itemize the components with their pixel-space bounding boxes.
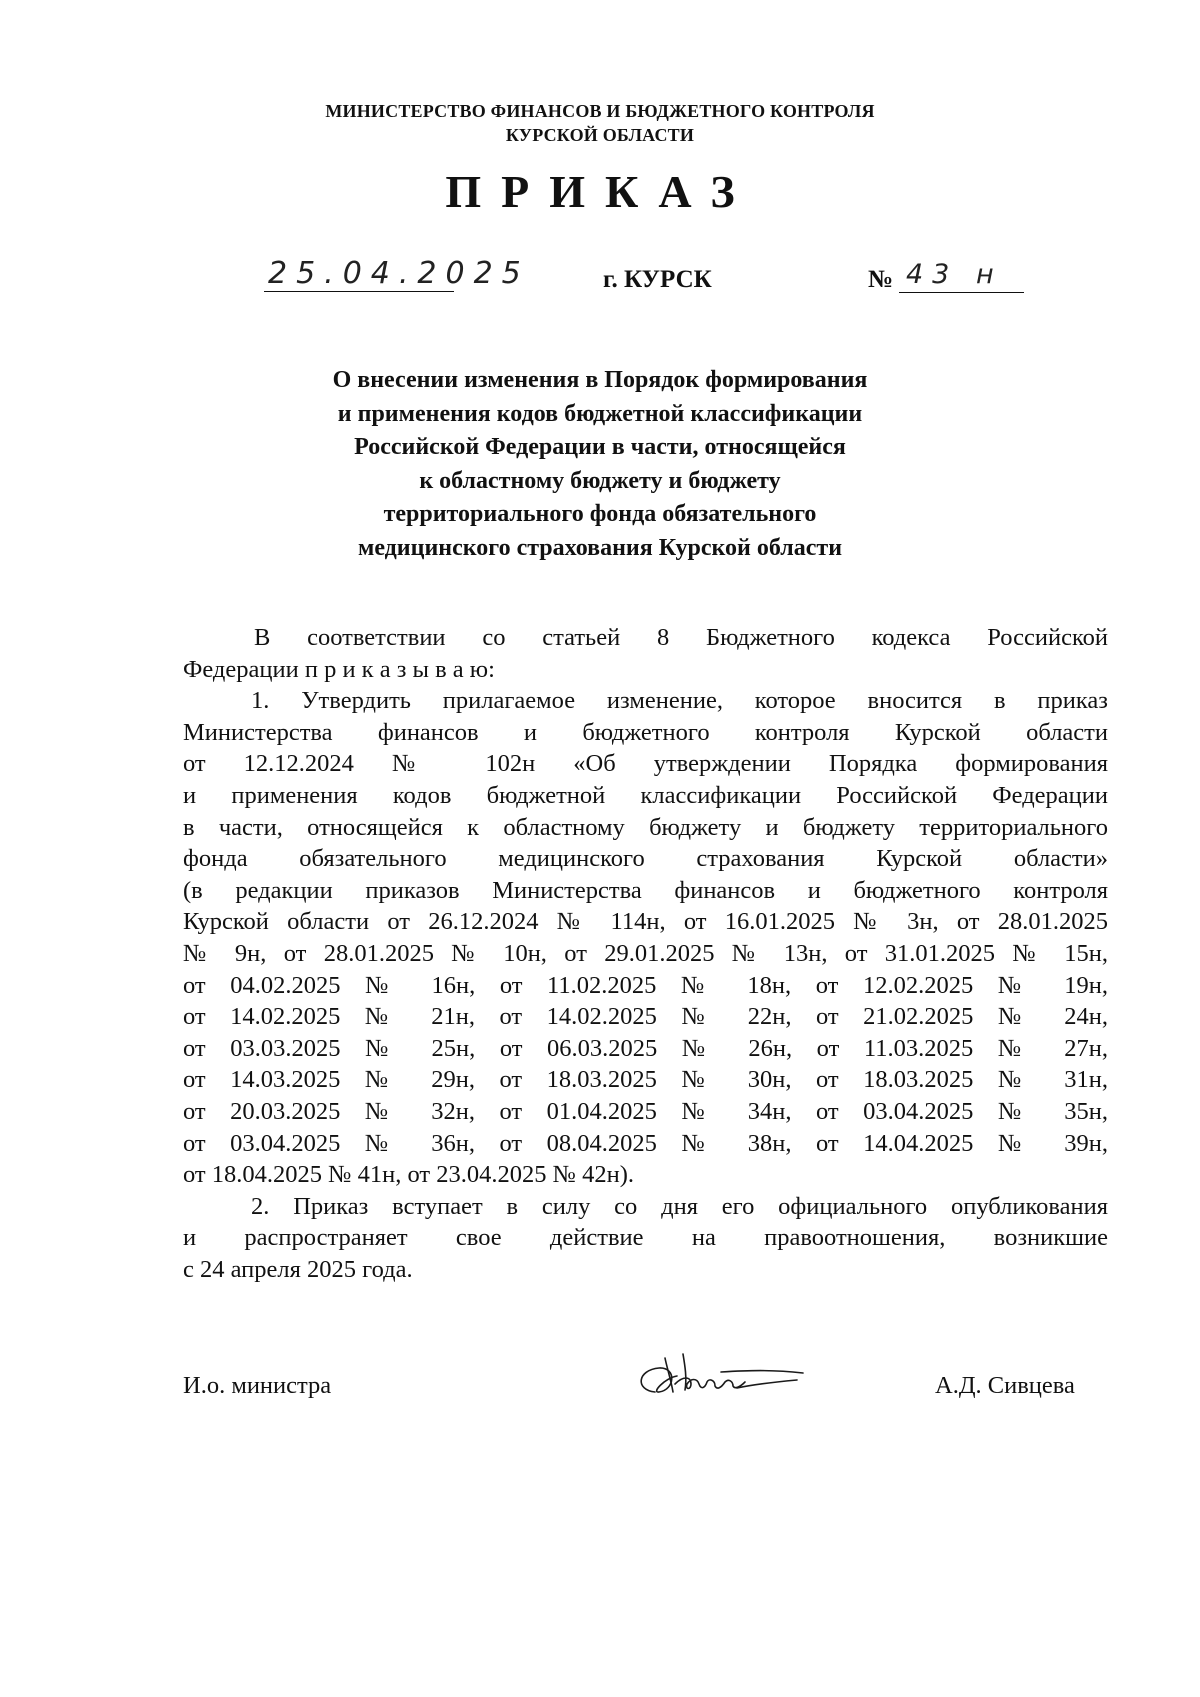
body-line: Министерства финансов и бюджетного контроля Курской области (183, 718, 1108, 746)
body-line: В соответствии со статьей 8 Бюджетного кодекса Российской (254, 624, 1108, 651)
body-line: от 03.03.2025 № 25н, от 06.03.2025 № 26н, от 11.03.2025 № 27н, (183, 1034, 1108, 1062)
body-line: от 03.04.2025 № 36н, от 08.04.2025 № 38н, от 14.04.2025 № 39н, (183, 1129, 1108, 1157)
body-line: от 14.02.2025 № 21н, от 14.02.2025 № 22н, от 21.02.2025 № 24н, (183, 1003, 1108, 1031)
signer-name: А.Д. Сивцева (935, 1372, 1075, 1399)
body-line: и применения кодов бюджетной классификации Российской Федерации (183, 781, 1108, 809)
ministry-name-line1: МИНИСТЕРСТВО ФИНАНСОВ И БЮДЖЕТНОГО КОНТРОЛЯ (325, 101, 875, 121)
handwritten-number: 43 н (906, 259, 1003, 290)
date-underline (264, 291, 454, 292)
body-line: от 04.02.2025 № 16н, от 11.02.2025 № 18н, от 12.02.2025 № 19н, (183, 971, 1108, 999)
signature-icon (625, 1340, 815, 1410)
ministry-name-line2: КУРСКОЙ ОБЛАСТИ (505, 125, 695, 145)
body-line: с 24 апреля 2025 года. (183, 1255, 413, 1283)
body-line: 1. Утвердить прилагаемое изменение, которое вносится в приказ (251, 687, 1108, 715)
number-sign: № (868, 266, 894, 293)
body-line: (в редакции приказов Министерства финансов и бюджетного контроля (183, 876, 1108, 904)
body-line: от 20.03.2025 № 32н, от 01.04.2025 № 34н, от 03.04.2025 № 35н, (183, 1097, 1108, 1125)
city-label: г. КУРСК (603, 266, 712, 293)
body-line: в части, относящейся к областному бюджету и бюджету территориального (183, 813, 1108, 841)
number-underline (899, 292, 1024, 293)
subject-line: О внесении изменения в Порядок формирования (332, 367, 868, 393)
body-line: фонда обязательного медицинского страхования Курской области» (183, 845, 1108, 873)
document-body (183, 622, 1108, 1285)
document-subject (0, 364, 1200, 565)
subject-line: и применения кодов бюджетной классификации (337, 400, 863, 427)
body-line: от 18.04.2025 № 41н, от 23.04.2025 № 42н). (183, 1161, 635, 1189)
signer-position: И.о. министра (183, 1372, 332, 1399)
body-line: от 12.12.2024 № 102н «Об утверждении Порядка формирования (183, 750, 1108, 778)
document-title: ПРИКАЗ (445, 166, 755, 217)
body-line: 2. Приказ вступает в силу со дня его официального опубликования (251, 1192, 1108, 1220)
body-line: № 9н, от 28.01.2025 № 10н, от 29.01.2025 № 13н, от 31.01.2025 № 15н, (183, 939, 1108, 967)
subject-line: Российской Федерации в части, относящейся (354, 434, 846, 460)
handwritten-date: 25.04.2025 (268, 256, 530, 291)
subject-line: территориального фонда обязательного (383, 501, 817, 527)
body-line: и распространяет свое действие на правоотношения, возникшие (183, 1224, 1108, 1252)
body-line: Федерации п р и к а з ы в а ю: (183, 655, 495, 683)
subject-line: медицинского страхования Курской области (357, 534, 843, 561)
subject-line: к областному бюджету и бюджету (419, 467, 781, 494)
body-line: Курской области от 26.12.2024 № 114н, от 16.01.2025 № 3н, от 28.01.2025 (183, 908, 1108, 936)
body-line: от 14.03.2025 № 29н, от 18.03.2025 № 30н, от 18.03.2025 № 31н, (183, 1066, 1108, 1094)
